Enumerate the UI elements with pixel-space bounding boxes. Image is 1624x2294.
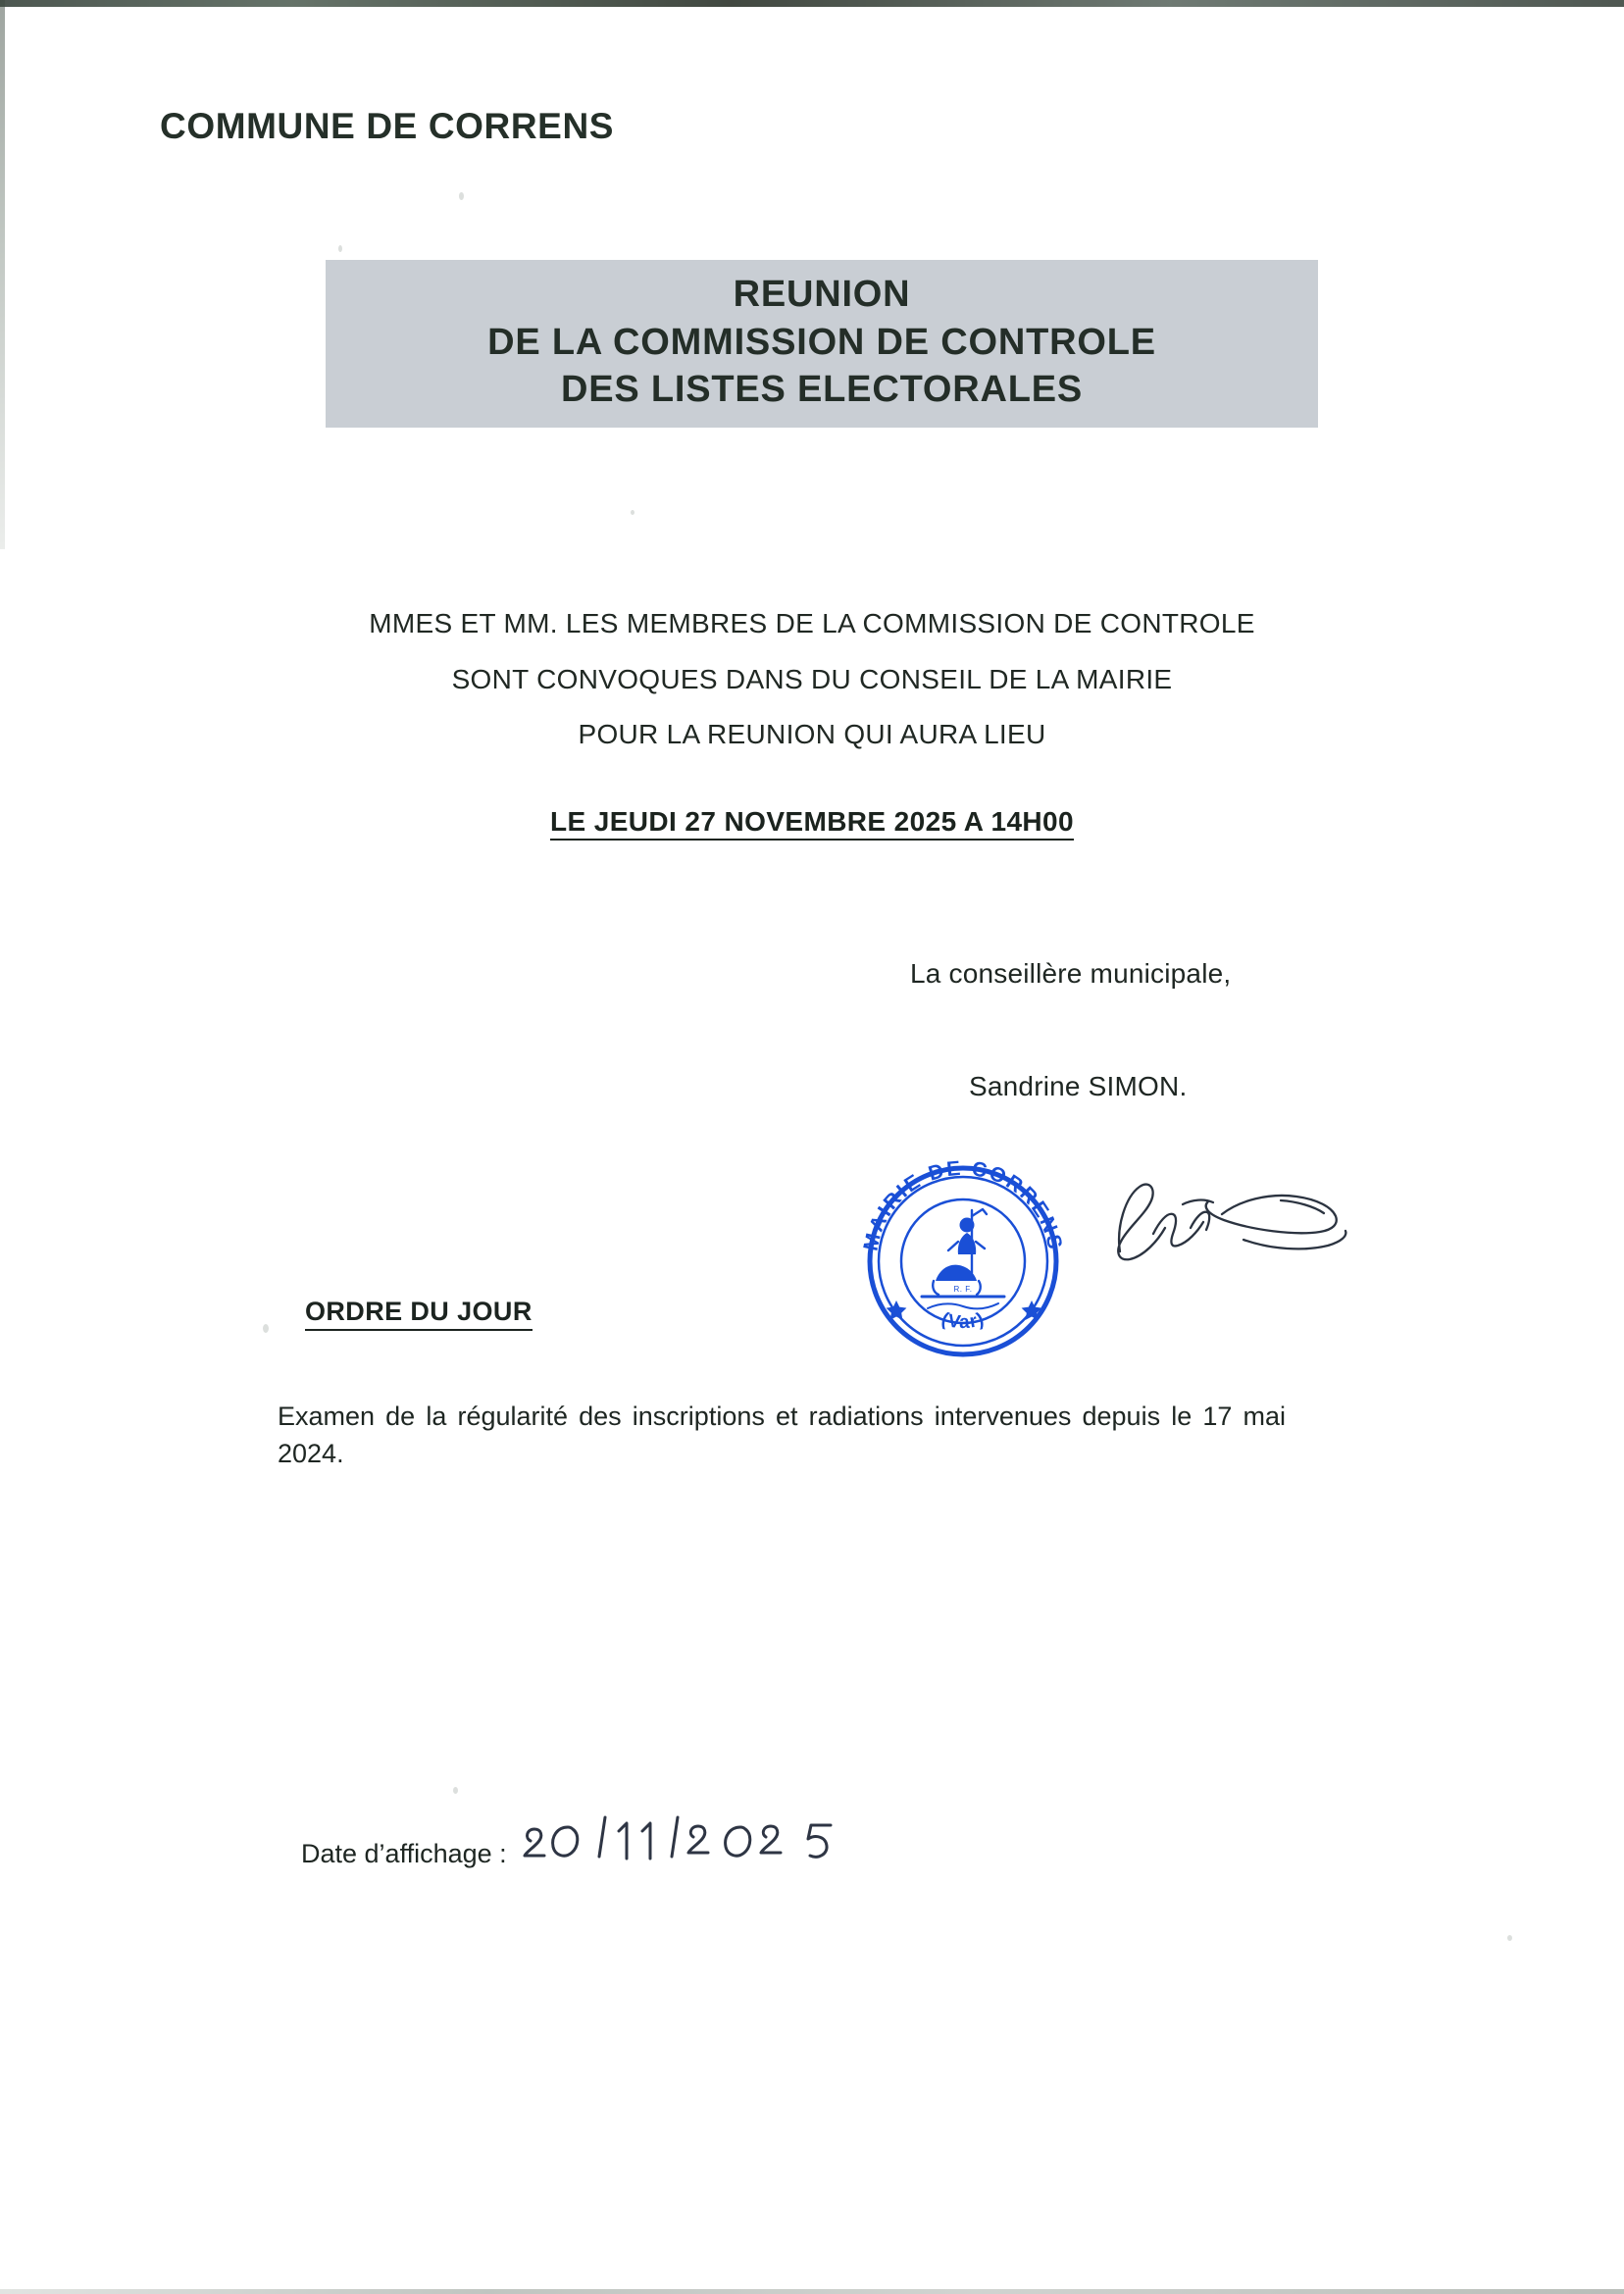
scan-speck xyxy=(453,1787,458,1794)
svg-text:(Var): (Var) xyxy=(939,1308,988,1334)
convocation-line-3: POUR LA REUNION QUI AURA LIEU xyxy=(578,719,1046,750)
convocation-line-2: SONT CONVOQUES DANS DU CONSEIL DE LA MAIRIE xyxy=(451,663,1173,694)
scan-artifact-bottom-edge xyxy=(0,2289,1624,2294)
agenda-title: ORDRE DU JOUR xyxy=(305,1297,533,1331)
posting-date-label: Date d’affichage : xyxy=(301,1839,507,1868)
scan-speck xyxy=(1507,1935,1512,1941)
heading-line-2: DE LA COMMISSION DE CONTROLE xyxy=(487,321,1156,363)
reunion-heading-block xyxy=(326,260,1318,428)
scan-speck xyxy=(631,510,634,515)
heading-line-1: REUNION xyxy=(733,274,911,315)
commune-title: COMMUNE DE CORRENS xyxy=(160,106,615,146)
posting-date-handwritten-value xyxy=(521,1806,864,1866)
handwritten-signature xyxy=(1096,1157,1351,1304)
signatory-role: La conseillère municipale, xyxy=(910,958,1232,989)
scan-speck xyxy=(338,245,342,252)
svg-text:R. F.: R. F. xyxy=(953,1285,973,1294)
scan-artifact-top-edge xyxy=(0,0,1624,7)
meeting-date-text: LE JEUDI 27 NOVEMBRE 2025 A 14H00 xyxy=(550,806,1074,841)
convocation-line-1: MMES ET MM. LES MEMBRES DE LA COMMISSION DE CONTROLE xyxy=(369,608,1255,638)
mairie-stamp-icon xyxy=(845,1144,1081,1379)
scan-speck xyxy=(459,192,464,200)
posting-date-row xyxy=(301,1802,864,1869)
heading-line-3: DES LISTES ELECTORALES xyxy=(560,369,1084,411)
convocation-paragraph xyxy=(0,596,1624,763)
svg-text:MAIRIE DE CORRENS: MAIRIE DE CORRENS xyxy=(859,1156,1067,1253)
agenda-text: Examen de la régularité des inscriptions et radiations intervenues depuis le 17 mai 2024. xyxy=(278,1402,1286,1469)
scan-artifact-left-edge xyxy=(0,0,5,549)
scan-speck xyxy=(263,1324,269,1333)
signatory-name: Sandrine SIMON. xyxy=(969,1071,1188,1101)
meeting-date-line xyxy=(0,806,1624,838)
